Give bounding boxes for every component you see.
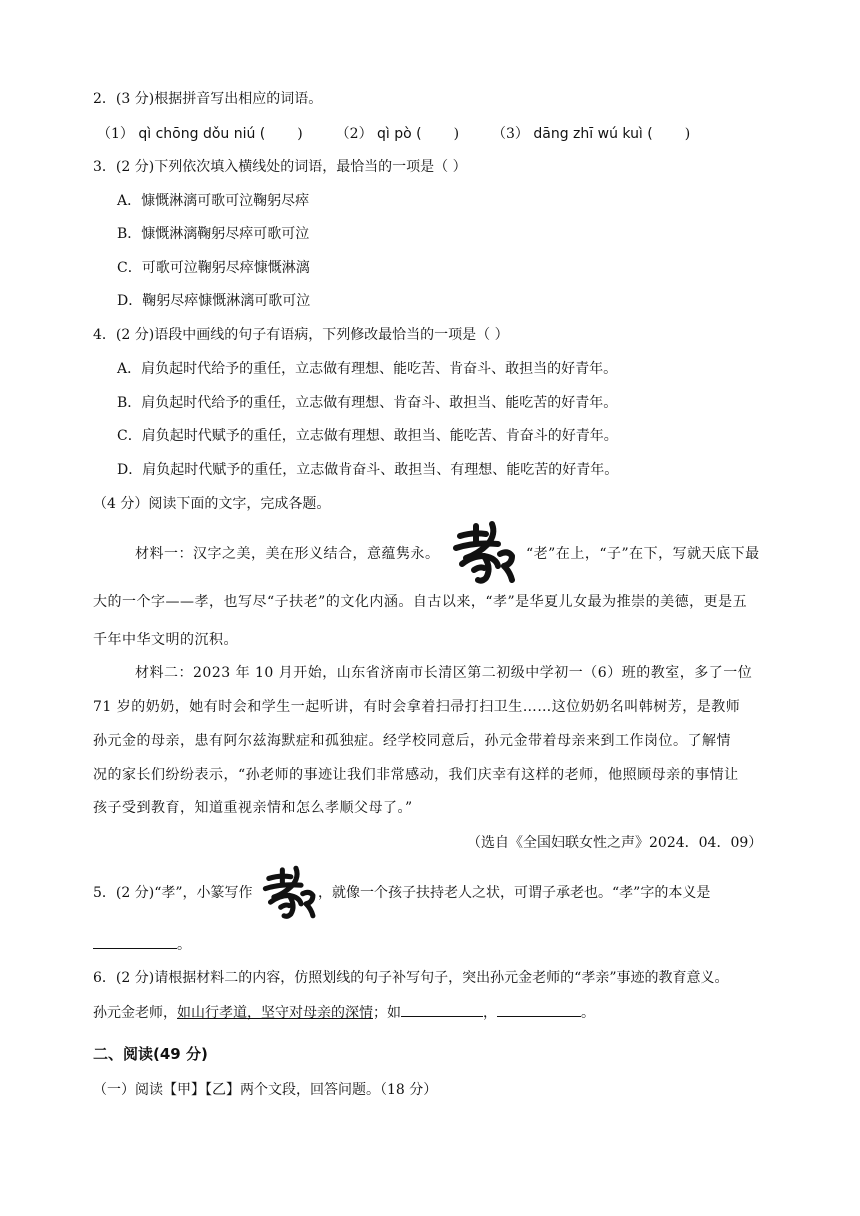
q3-option-b: B．慷慨淋漓鞠躬尽瘁可歌可泣 xyxy=(117,226,310,242)
material2-line2: 71 岁的奶奶，她有时会和学生一起听讲，有时会拿着扫帚打扫卫生……这位奶奶名叫韩树芳，是教师 xyxy=(93,699,741,715)
q2-item1-pinyin: qì chōng dǒu niú ( xyxy=(138,126,266,142)
section2-subheading: （一）阅读【甲】【乙】两个文段，回答问题。（18 分） xyxy=(93,1082,438,1098)
q2-item2-pinyin: qì pò ( xyxy=(377,126,422,142)
q4-option-d: D．肩负起时代赋予的重任，立志做肯奋斗、敢担当、有理想、能吃苦的好青年。 xyxy=(117,462,619,478)
q3-option-a: A．慷慨淋漓可歌可泣鞠躬尽瘁 xyxy=(117,193,310,209)
q6-comma: ， xyxy=(483,1005,497,1021)
material1-lead: 材料一：汉字之美，美在形义结合，意蕴隽永。 xyxy=(135,546,440,562)
q6-mid: ；如 xyxy=(373,1005,401,1021)
q3-option-d: D．鞠躬尽瘁慷慨淋漓可歌可泣 xyxy=(117,293,311,309)
q2-item3-close: ) xyxy=(684,126,691,142)
q2-stem: 2．(3 分)根据拼音写出相应的词语。 xyxy=(93,91,323,107)
reading-intro: （4 分）阅读下面的文字，完成各题。 xyxy=(93,496,331,512)
material2-source: （选自《全国妇联女性之声》2024．04．09） xyxy=(467,835,763,851)
q2-item3-pinyin: dāng zhī wú kuì ( xyxy=(533,126,653,142)
material2-line4: 况的家长们纷纷表示，“孙老师的事迹让我们非常感动，我们庆幸有这样的老师，他照顾母亲的事情让 xyxy=(93,767,739,783)
q4-option-c: C．肩负起时代赋予的重任，立志做有理想、敢担当、能吃苦、肯奋斗的好青年。 xyxy=(117,428,618,444)
section2-heading: 二、阅读(49 分) xyxy=(93,1045,208,1063)
q3-option-c: C．可歌可泣鞠躬尽瘁慷慨淋漓 xyxy=(117,260,310,276)
q2-item1-close: ) xyxy=(297,126,303,142)
q2-item2-close: ) xyxy=(453,126,460,142)
q2-item2-num: （2） xyxy=(335,126,373,142)
q2-items xyxy=(97,124,690,144)
seal-xiao-glyph-small xyxy=(262,862,318,922)
q5-answer-line xyxy=(93,934,191,955)
q5-after: ，就像一个孩子扶持老人之状，可谓子承老也。“孝”字的本义是 xyxy=(318,885,711,901)
q6-answer-blank-1[interactable] xyxy=(401,1002,483,1017)
q5-answer-blank[interactable] xyxy=(93,934,177,949)
q4-option-a: A．肩负起时代给予的重任，立志做有理想、能吃苦、肯奋斗、敢担当的好青年。 xyxy=(117,361,618,377)
q6-prefix: 孙元金老师， xyxy=(93,1005,177,1021)
material1-line3: 千年中华文明的沉积。 xyxy=(93,632,238,648)
material2-line5: 孩子受到教育，知道重视亲情和怎么孝顺父母了。” xyxy=(93,800,413,816)
q6-underlined-sentence: 如山行孝道，坚守对母亲的深情 xyxy=(177,1005,373,1021)
q6-answer-line xyxy=(93,1002,595,1023)
material1-after-glyph: “老”在上，“子”在下，写就天底下最 xyxy=(526,546,760,562)
q5-end: 。 xyxy=(177,937,191,953)
material2-line1: 材料二：2023 年 10 月开始，山东省济南市长清区第二初级中学初一（6）班的教室，多了一位 xyxy=(135,665,753,681)
q2-item1-num: （1） xyxy=(97,126,134,142)
q4-stem: 4．(2 分)语段中画线的句子有语病，下列修改最恰当的一项是（ ） xyxy=(93,327,509,343)
q6-answer-blank-2[interactable] xyxy=(497,1002,581,1017)
q4-option-b: B．肩负起时代给予的重任，立志做有理想、肯奋斗、敢担当、能吃苦的好青年。 xyxy=(117,395,618,411)
q3-stem: 3．(2 分)下列依次填入横线处的词语，最恰当的一项是（ ） xyxy=(93,159,467,175)
material1-line2: 大的一个字——孝，也写尽“子扶老”的文化内涵。自古以来，“孝”是华夏儿女最为推崇的美德，更是五 xyxy=(93,594,748,610)
q2-item3-num: （3） xyxy=(492,126,529,142)
q6-stem: 6．(2 分)请根据材料二的内容，仿照划线的句子补写句子，突出孙元金老师的“孝亲”事迹的教育意义。 xyxy=(93,970,729,986)
q6-end: 。 xyxy=(581,1005,595,1021)
material2-line3: 孙元金的母亲，患有阿尔兹海默症和孤独症。经学校同意后，孙元金带着母亲来到工作岗位。了解情 xyxy=(93,733,731,749)
seal-xiao-glyph-large xyxy=(452,520,518,584)
q5-before: 5．(2 分)“孝”，小篆写作 xyxy=(93,885,253,901)
